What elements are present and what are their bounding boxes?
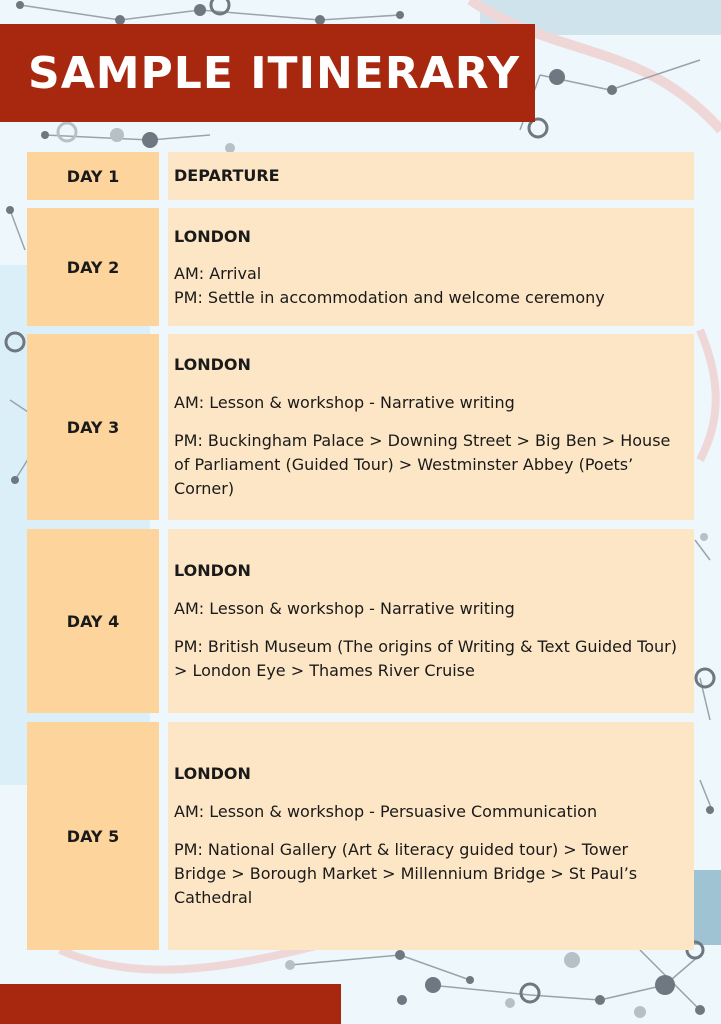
day-3-content-cell bbox=[168, 334, 694, 520]
day-2-label-cell bbox=[27, 208, 159, 326]
day-1-heading: DEPARTURE bbox=[174, 166, 280, 185]
day-1-content-cell bbox=[168, 152, 694, 200]
footer-bar bbox=[0, 984, 341, 1024]
day-2-label: DAY 2 bbox=[66, 257, 120, 277]
day-5-label-cell bbox=[27, 722, 159, 950]
day-5-label: DAY 5 bbox=[66, 826, 120, 846]
day-5-am: AM: Lesson & workshop - Persuasive Communication bbox=[174, 802, 598, 821]
day-2-pm: PM: Settle in accommodation and welcome ceremony bbox=[174, 288, 605, 307]
day-3-heading: LONDON bbox=[174, 355, 251, 374]
day-5-content-cell bbox=[168, 722, 694, 950]
day-4-label: DAY 4 bbox=[66, 611, 120, 631]
day-3-label: DAY 3 bbox=[66, 417, 120, 437]
day-4-heading: LONDON bbox=[174, 561, 251, 580]
day-4-content-cell bbox=[168, 529, 694, 713]
day-1-label: DAY 1 bbox=[66, 166, 120, 186]
day-3-pm: PM: Buckingham Palace > Downing Street > Big Ben > House of Parliament (Guided Tour) > Westminster Abbey (Poets’ Corner) bbox=[174, 431, 671, 498]
title-banner bbox=[0, 24, 535, 122]
day-3-label-cell bbox=[27, 334, 159, 520]
day-4-label-cell bbox=[27, 529, 159, 713]
day-2-am: AM: Arrival bbox=[174, 264, 262, 283]
day-5-heading: LONDON bbox=[174, 764, 251, 783]
page-title: SAMPLE ITINERARY bbox=[28, 47, 521, 99]
day-4-am: AM: Lesson & workshop - Narrative writing bbox=[174, 599, 515, 618]
day-4-pm: PM: British Museum (The origins of Writing & Text Guided Tour) > London Eye > Thames River Cruise bbox=[174, 637, 677, 680]
day-2-content-cell bbox=[168, 208, 694, 326]
day-1-label-cell bbox=[27, 152, 159, 200]
day-5-pm: PM: National Gallery (Art & literacy guided tour) > Tower Bridge > Borough Market > Millennium Bridge > St Paul’s Cathedral bbox=[174, 840, 638, 907]
day-2-heading: LONDON bbox=[174, 227, 251, 246]
day-3-am: AM: Lesson & workshop - Narrative writing bbox=[174, 393, 515, 412]
